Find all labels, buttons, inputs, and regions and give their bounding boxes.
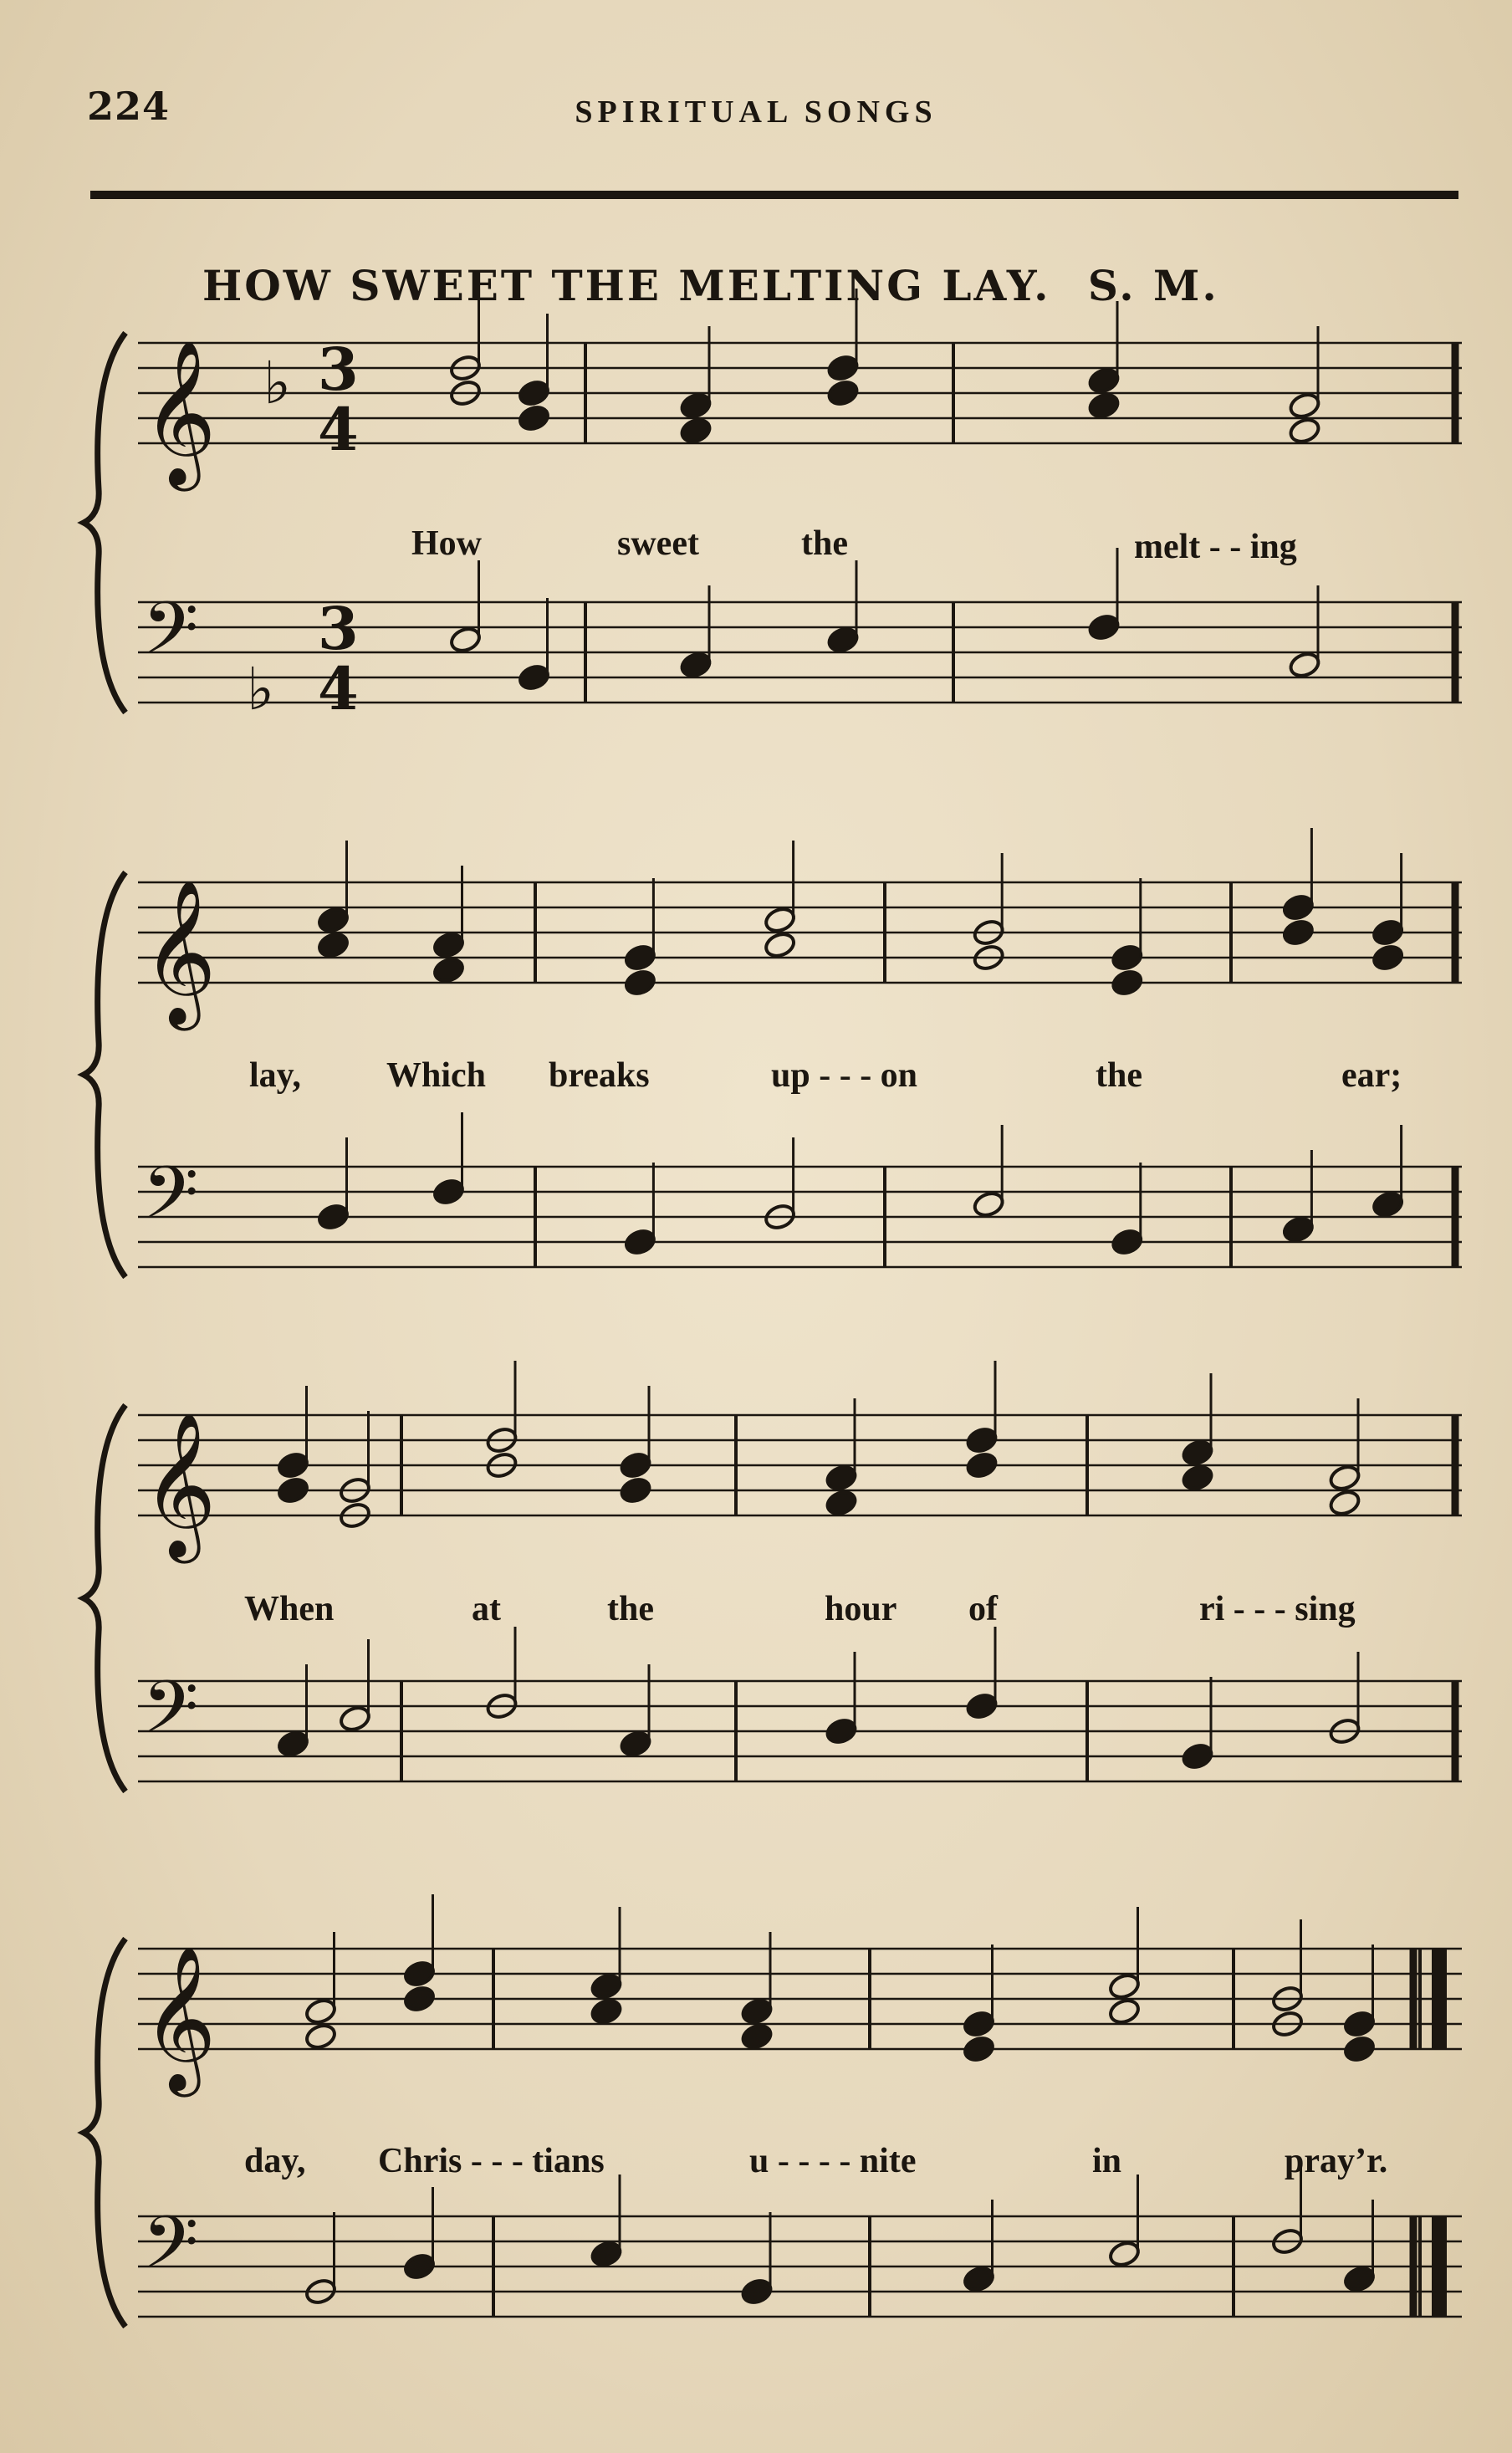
note-head [825, 1717, 859, 1746]
time-signature: 3 [318, 594, 359, 663]
note-head [276, 1476, 310, 1505]
lyric-word: breaks [549, 1056, 650, 1095]
lyric-word: Chris - - - tians [378, 2142, 605, 2180]
note-head [619, 1730, 653, 1759]
note-head [623, 1228, 657, 1257]
note-head [679, 651, 713, 680]
note-head [1342, 2035, 1377, 2064]
note-head [1181, 1742, 1215, 1771]
note-head [1328, 1464, 1362, 1493]
note-head [1281, 1215, 1315, 1244]
note-head [1111, 943, 1145, 973]
lyric-word: the [607, 1590, 654, 1628]
lyric-word: up - - - on [771, 1056, 918, 1095]
note-head [338, 1704, 372, 1734]
note-head [590, 1997, 624, 2026]
lyric-word: ear; [1341, 1056, 1402, 1095]
lyric-word: pray’r. [1285, 2142, 1388, 2180]
note-head [402, 2252, 437, 2282]
note-head [826, 626, 861, 655]
note-head [679, 416, 713, 446]
final-barline [1432, 1949, 1447, 2049]
running-head: SPIRITUAL SONGS [575, 95, 937, 130]
lyric-word: of [968, 1590, 998, 1628]
bass-clef-icon: 𝄢 [142, 1665, 199, 1767]
lyric-word: When [244, 1590, 335, 1628]
lyric-word: the [801, 524, 848, 563]
note-head [965, 1451, 999, 1480]
note-head [316, 906, 350, 935]
note-head [432, 956, 466, 985]
note-head [619, 1451, 653, 1480]
lyric-word: the [1096, 1056, 1142, 1095]
brace-icon [84, 1405, 125, 1791]
note-head [679, 391, 713, 421]
note-head [763, 906, 797, 935]
note-head [432, 931, 466, 960]
note-head [304, 1997, 338, 2026]
lyric-word: lay, [249, 1056, 301, 1095]
lyric-word: How [411, 524, 482, 563]
note-head [740, 2022, 774, 2052]
note-head [276, 1451, 310, 1480]
brace-icon [84, 333, 125, 713]
note-head [825, 1489, 859, 1518]
time-signature: 3 [318, 335, 359, 404]
note-head [517, 663, 551, 692]
note-head [517, 404, 551, 433]
note-head [962, 2010, 996, 2039]
note-head [1107, 1997, 1142, 2026]
note-head [972, 1190, 1006, 1219]
lyric-word: Which [386, 1056, 487, 1095]
note-head [1111, 968, 1145, 998]
note-head [316, 1203, 350, 1232]
note-head [1111, 1228, 1145, 1257]
brace-icon [84, 1939, 125, 2327]
note-head [402, 1960, 437, 1989]
lyric-word: hour [825, 1590, 897, 1628]
note-head [1107, 2240, 1142, 2269]
note-head [1288, 416, 1322, 446]
lyric-word: sweet [617, 524, 699, 563]
note-head [826, 354, 861, 383]
note-head [1181, 1464, 1215, 1493]
note-head [590, 2240, 624, 2269]
time-signature: 4 [318, 654, 359, 723]
note-head [1181, 1439, 1215, 1468]
brace-icon [84, 872, 125, 1277]
note-head [1288, 651, 1322, 680]
treble-clef-icon: 𝄞 [142, 1412, 217, 1557]
note-head [1371, 943, 1405, 973]
note-head [448, 626, 483, 655]
note-head [740, 2277, 774, 2307]
flat-icon: ♭ [263, 349, 292, 417]
treble-clef-icon: 𝄞 [142, 879, 217, 1025]
song-title-text: HOW SWEET THE MELTING LAY. [202, 261, 1051, 310]
meter-label: S. M. [1087, 261, 1219, 310]
note-head [432, 1178, 466, 1207]
note-head [826, 379, 861, 408]
note-head [623, 968, 657, 998]
note-head [1087, 613, 1121, 642]
treble-clef-icon: 𝄞 [142, 1945, 217, 2091]
note-head [965, 1426, 999, 1455]
flat-icon: ♭ [247, 655, 275, 723]
note-head [316, 931, 350, 960]
note-head [1342, 2265, 1377, 2294]
bass-clef-icon: 𝄢 [142, 2200, 199, 2302]
note-head [276, 1730, 310, 1759]
page-number: 224 [87, 84, 171, 129]
note-head [763, 931, 797, 960]
note-head [590, 1972, 624, 2001]
note-head [623, 943, 657, 973]
time-signature: 4 [318, 395, 359, 464]
note-head [1107, 1972, 1142, 2001]
bass-clef-icon: 𝄢 [142, 1151, 199, 1253]
final-barline [1432, 2216, 1447, 2317]
note-head [1087, 366, 1121, 396]
note-head [1371, 1190, 1405, 1219]
note-head [825, 1464, 859, 1493]
bass-clef-icon: 𝄢 [142, 586, 199, 688]
note-head [1288, 391, 1322, 421]
lyric-word: ri - - - sing [1199, 1590, 1356, 1628]
note-head [1281, 918, 1315, 948]
note-head [619, 1476, 653, 1505]
note-head [517, 379, 551, 408]
lyric-word: at [472, 1590, 501, 1628]
note-head [1328, 1489, 1362, 1518]
note-head [402, 1985, 437, 2014]
lyric-word: in [1092, 2142, 1122, 2180]
note-head [962, 2265, 996, 2294]
note-head [962, 2035, 996, 2064]
lyric-word: day, [244, 2142, 306, 2180]
note-head [304, 2022, 338, 2052]
note-head [740, 1997, 774, 2026]
lyric-word: melt - - ing [1134, 528, 1297, 566]
note-head [1281, 893, 1315, 922]
note-head [965, 1692, 999, 1721]
note-head [1087, 391, 1121, 421]
note-head [1371, 918, 1405, 948]
treble-clef-icon: 𝄞 [142, 340, 217, 485]
note-head [1342, 2010, 1377, 2039]
lyric-word: u - - - - nite [749, 2142, 917, 2180]
